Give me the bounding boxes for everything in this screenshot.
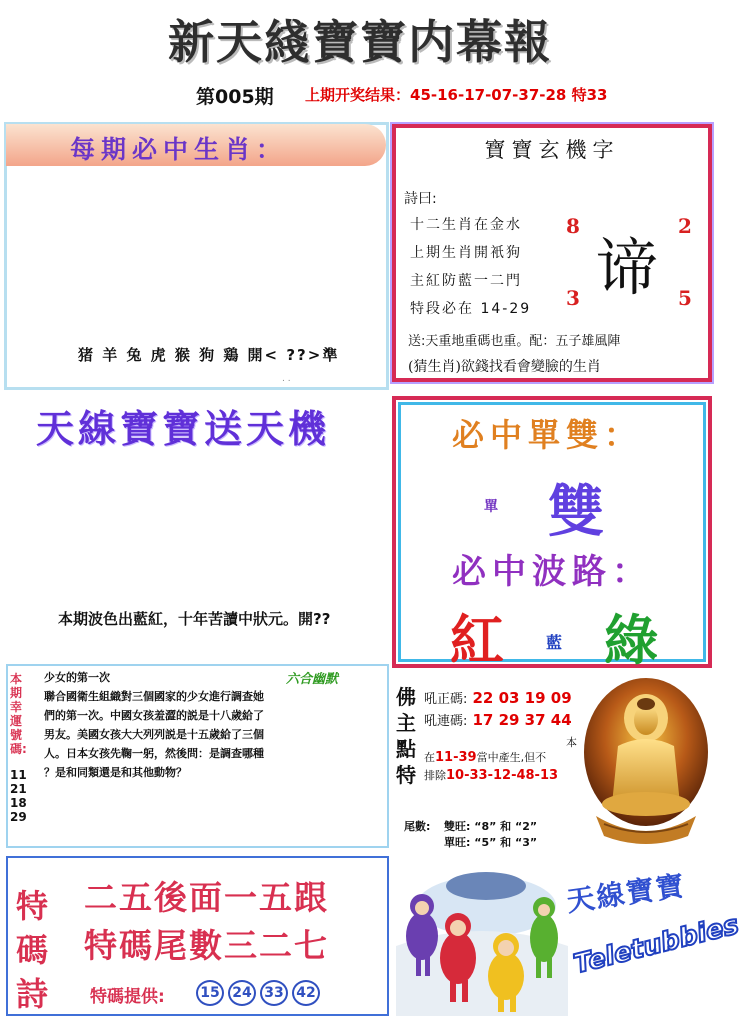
- range-suffix: 當中產生,但不: [476, 751, 547, 764]
- exclude-value: 10-33-12-48-13: [446, 768, 559, 783]
- story-line: 男友。美國女孩大大列列説是十五歲給了三個: [44, 728, 264, 741]
- machine-title: 寶寶玄機字: [484, 138, 620, 162]
- story-line: 聯合國衛生組織對三個國家的少女進行調查她: [44, 690, 264, 703]
- special-line: 特碼尾數三二七: [84, 926, 329, 965]
- zodiac-list: 猪 羊 兔 虎 猴 狗 鶏 開< ??>準: [78, 346, 340, 364]
- exclude-row: [424, 764, 558, 783]
- story-title: 少女的第一次: [44, 671, 110, 684]
- wave-green: 綠: [604, 608, 658, 672]
- wave-red: 紅: [450, 608, 504, 672]
- joke-tag: 六合幽默: [286, 672, 339, 687]
- machine-number: 5: [678, 286, 692, 310]
- story-line: 們的第一次。中國女孩羞澀的説是十八歲給了: [44, 709, 264, 722]
- teletubbies-image: [396, 866, 568, 1016]
- poem-line: 十二生肖在金水: [410, 217, 522, 233]
- number-ball: 15: [196, 980, 224, 1006]
- link-code-label: 吼連碼:: [424, 714, 468, 729]
- even-label: 雙: [548, 479, 604, 545]
- machine-number: 8: [566, 214, 580, 238]
- tail-single: 單旺: “5” 和 “3”: [444, 836, 538, 849]
- lucky-numbers: 11 21 18 29: [10, 768, 27, 824]
- issue-number: 第005期: [196, 86, 274, 108]
- poem-line: 上期生肖開衹狗: [410, 245, 522, 261]
- wave-heading: 必中波路：: [452, 552, 652, 592]
- link-code-numbers: 17 29 37 44: [472, 711, 572, 729]
- main-code-label: 吼正碼:: [424, 692, 468, 707]
- poem-label: 詩曰:: [404, 191, 437, 207]
- guess-line: (猜生肖)欲錢找看會變臉的生肖: [408, 359, 601, 375]
- brand-cn: 天線寶寶: [564, 868, 688, 919]
- provider-label: 特碼提供:: [90, 987, 165, 1007]
- poem-line: 特段必在 14-29: [410, 301, 532, 317]
- machine-number: 2: [678, 214, 692, 238]
- special-label: 特碼詩: [16, 887, 49, 1013]
- lucky-label: 本期幸運號碼:: [10, 672, 27, 756]
- odd-label: 單: [484, 499, 498, 515]
- last-result: 上期开奖结果：45-16-17-07-37-28 特33: [305, 86, 608, 104]
- zodiac-heading: 每期必中生肖：: [70, 135, 288, 164]
- tail-double: 雙旺: “8” 和 “2”: [444, 820, 538, 833]
- odd-even-heading: 必中單雙：: [452, 416, 643, 454]
- main-code-row: [424, 688, 572, 707]
- wave-blue: 藍: [546, 633, 563, 652]
- zodiac-dots: . .: [282, 374, 291, 384]
- machine-big-char: 谛: [596, 231, 659, 304]
- brand-en: Teletubbies: [570, 910, 742, 980]
- link-code-row: [424, 710, 572, 729]
- poem-line: 主紅防藍一二門: [410, 273, 522, 289]
- story-line: ？是和同類還是和其他動物？: [44, 766, 187, 779]
- main-code-numbers: 22 03 19 09: [472, 689, 572, 707]
- send-line: 送:天重地重碼也重。配：五子雄風陣: [408, 334, 621, 349]
- special-line: 二五後面一五跟: [84, 878, 329, 917]
- buddha-label: 佛主點特: [396, 685, 416, 787]
- story-line: 人。日本女孩先鞠一躬，然後問：是調查哪種: [44, 747, 264, 760]
- number-ball: 24: [228, 980, 256, 1006]
- buddha-image: [578, 676, 714, 854]
- number-ball: 33: [260, 980, 288, 1006]
- tianji-heading: 天線寶寶送天機: [36, 406, 331, 451]
- range-value: 11-39: [435, 750, 477, 765]
- wave-text: 本期波色出藍紅，十年苦讀中狀元。開??: [58, 610, 331, 628]
- page-title: 新天綫寶寶内幕報: [168, 15, 552, 69]
- tail-label: 尾數:: [404, 820, 431, 833]
- side-char: 本: [566, 736, 577, 749]
- range-prefix: 在: [424, 751, 435, 764]
- range-row: [424, 746, 546, 765]
- exclude-prefix: 排除: [424, 769, 446, 782]
- number-ball: 42: [292, 980, 320, 1006]
- machine-number: 3: [566, 286, 580, 310]
